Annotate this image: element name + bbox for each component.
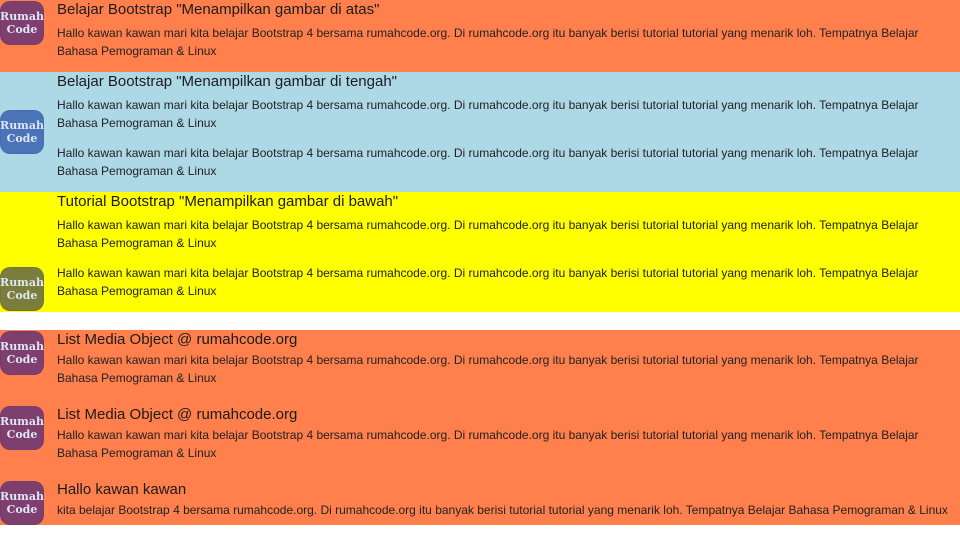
media-middle-text-1: Hallo kawan kawan mari kita belajar Bootstrap 4 bersama rumahcode.org. Di rumahcode.org itu banyak berisi tutorial tutorial yang menarik loh. Tempatnya Belajar Bahasa Pemograman & Linux <box>57 98 919 130</box>
list-item-text: Hallo kawan kawan mari kita belajar Bootstrap 4 bersama rumahcode.org. Di rumahcode.org itu banyak berisi tutorial tutorial yang menarik loh. Tempatnya Belajar Bahasa Pemograman & Linux <box>57 428 919 460</box>
list-item-title: List Media Object @ rumahcode.org <box>57 406 298 423</box>
list-item-text: Hallo kawan kawan mari kita belajar Bootstrap 4 bersama rumahcode.org. Di rumahcode.org itu banyak berisi tutorial tutorial yang menarik loh. Tempatnya Belajar Bahasa Pemograman & Linux <box>57 353 919 385</box>
media-bottom-text-2: Hallo kawan kawan mari kita belajar Bootstrap 4 bersama rumahcode.org. Di rumahcode.org itu banyak berisi tutorial tutorial yang menarik loh. Tempatnya Belajar Bahasa Pemograman & Linux <box>57 266 919 298</box>
media-middle-text-2: Hallo kawan kawan mari kita belajar Bootstrap 4 bersama rumahcode.org. Di rumahcode.org itu banyak berisi tutorial tutorial yang menarik loh. Tempatnya Belajar Bahasa Pemograman & Linux <box>57 146 919 178</box>
list-item-title: List Media Object @ rumahcode.org <box>57 331 298 348</box>
rumahcode-logo-image: Rumah Code <box>0 406 44 450</box>
media-middle-section <box>0 72 960 192</box>
list-item-text: kita belajar Bootstrap 4 bersama rumahcode.org. Di rumahcode.org itu banyak berisi tutorial tutorial yang menarik loh. Tempatnya Belajar Bahasa Pemograman & Linux <box>57 503 948 517</box>
list-item-title: Hallo kawan kawan <box>57 481 187 498</box>
media-middle-title: Belajar Bootstrap "Menampilkan gambar di tengah" <box>57 73 398 90</box>
media-top-title: Belajar Bootstrap "Menampilkan gambar di atas" <box>57 1 380 18</box>
media-bottom-title: Tutorial Bootstrap "Menampilkan gambar di bawah" <box>57 193 399 210</box>
rumahcode-logo-image: Rumah Code <box>0 331 44 375</box>
media-top-section <box>0 0 960 72</box>
rumahcode-logo-image: Rumah Code <box>0 267 44 311</box>
rumahcode-logo-image: Rumah Code <box>0 481 44 525</box>
media-bottom-section <box>0 192 960 312</box>
media-top-text: Hallo kawan kawan mari kita belajar Bootstrap 4 bersama rumahcode.org. Di rumahcode.org itu banyak berisi tutorial tutorial yang menarik loh. Tempatnya Belajar Bahasa Pemograman & Linux <box>57 26 919 58</box>
rumahcode-logo-image: Rumah Code <box>0 110 44 154</box>
media-list-section <box>0 330 960 525</box>
rumahcode-logo-image: Rumah Code <box>0 1 44 45</box>
media-bottom-text-1: Hallo kawan kawan mari kita belajar Bootstrap 4 bersama rumahcode.org. Di rumahcode.org itu banyak berisi tutorial tutorial yang menarik loh. Tempatnya Belajar Bahasa Pemograman & Linux <box>57 218 919 250</box>
